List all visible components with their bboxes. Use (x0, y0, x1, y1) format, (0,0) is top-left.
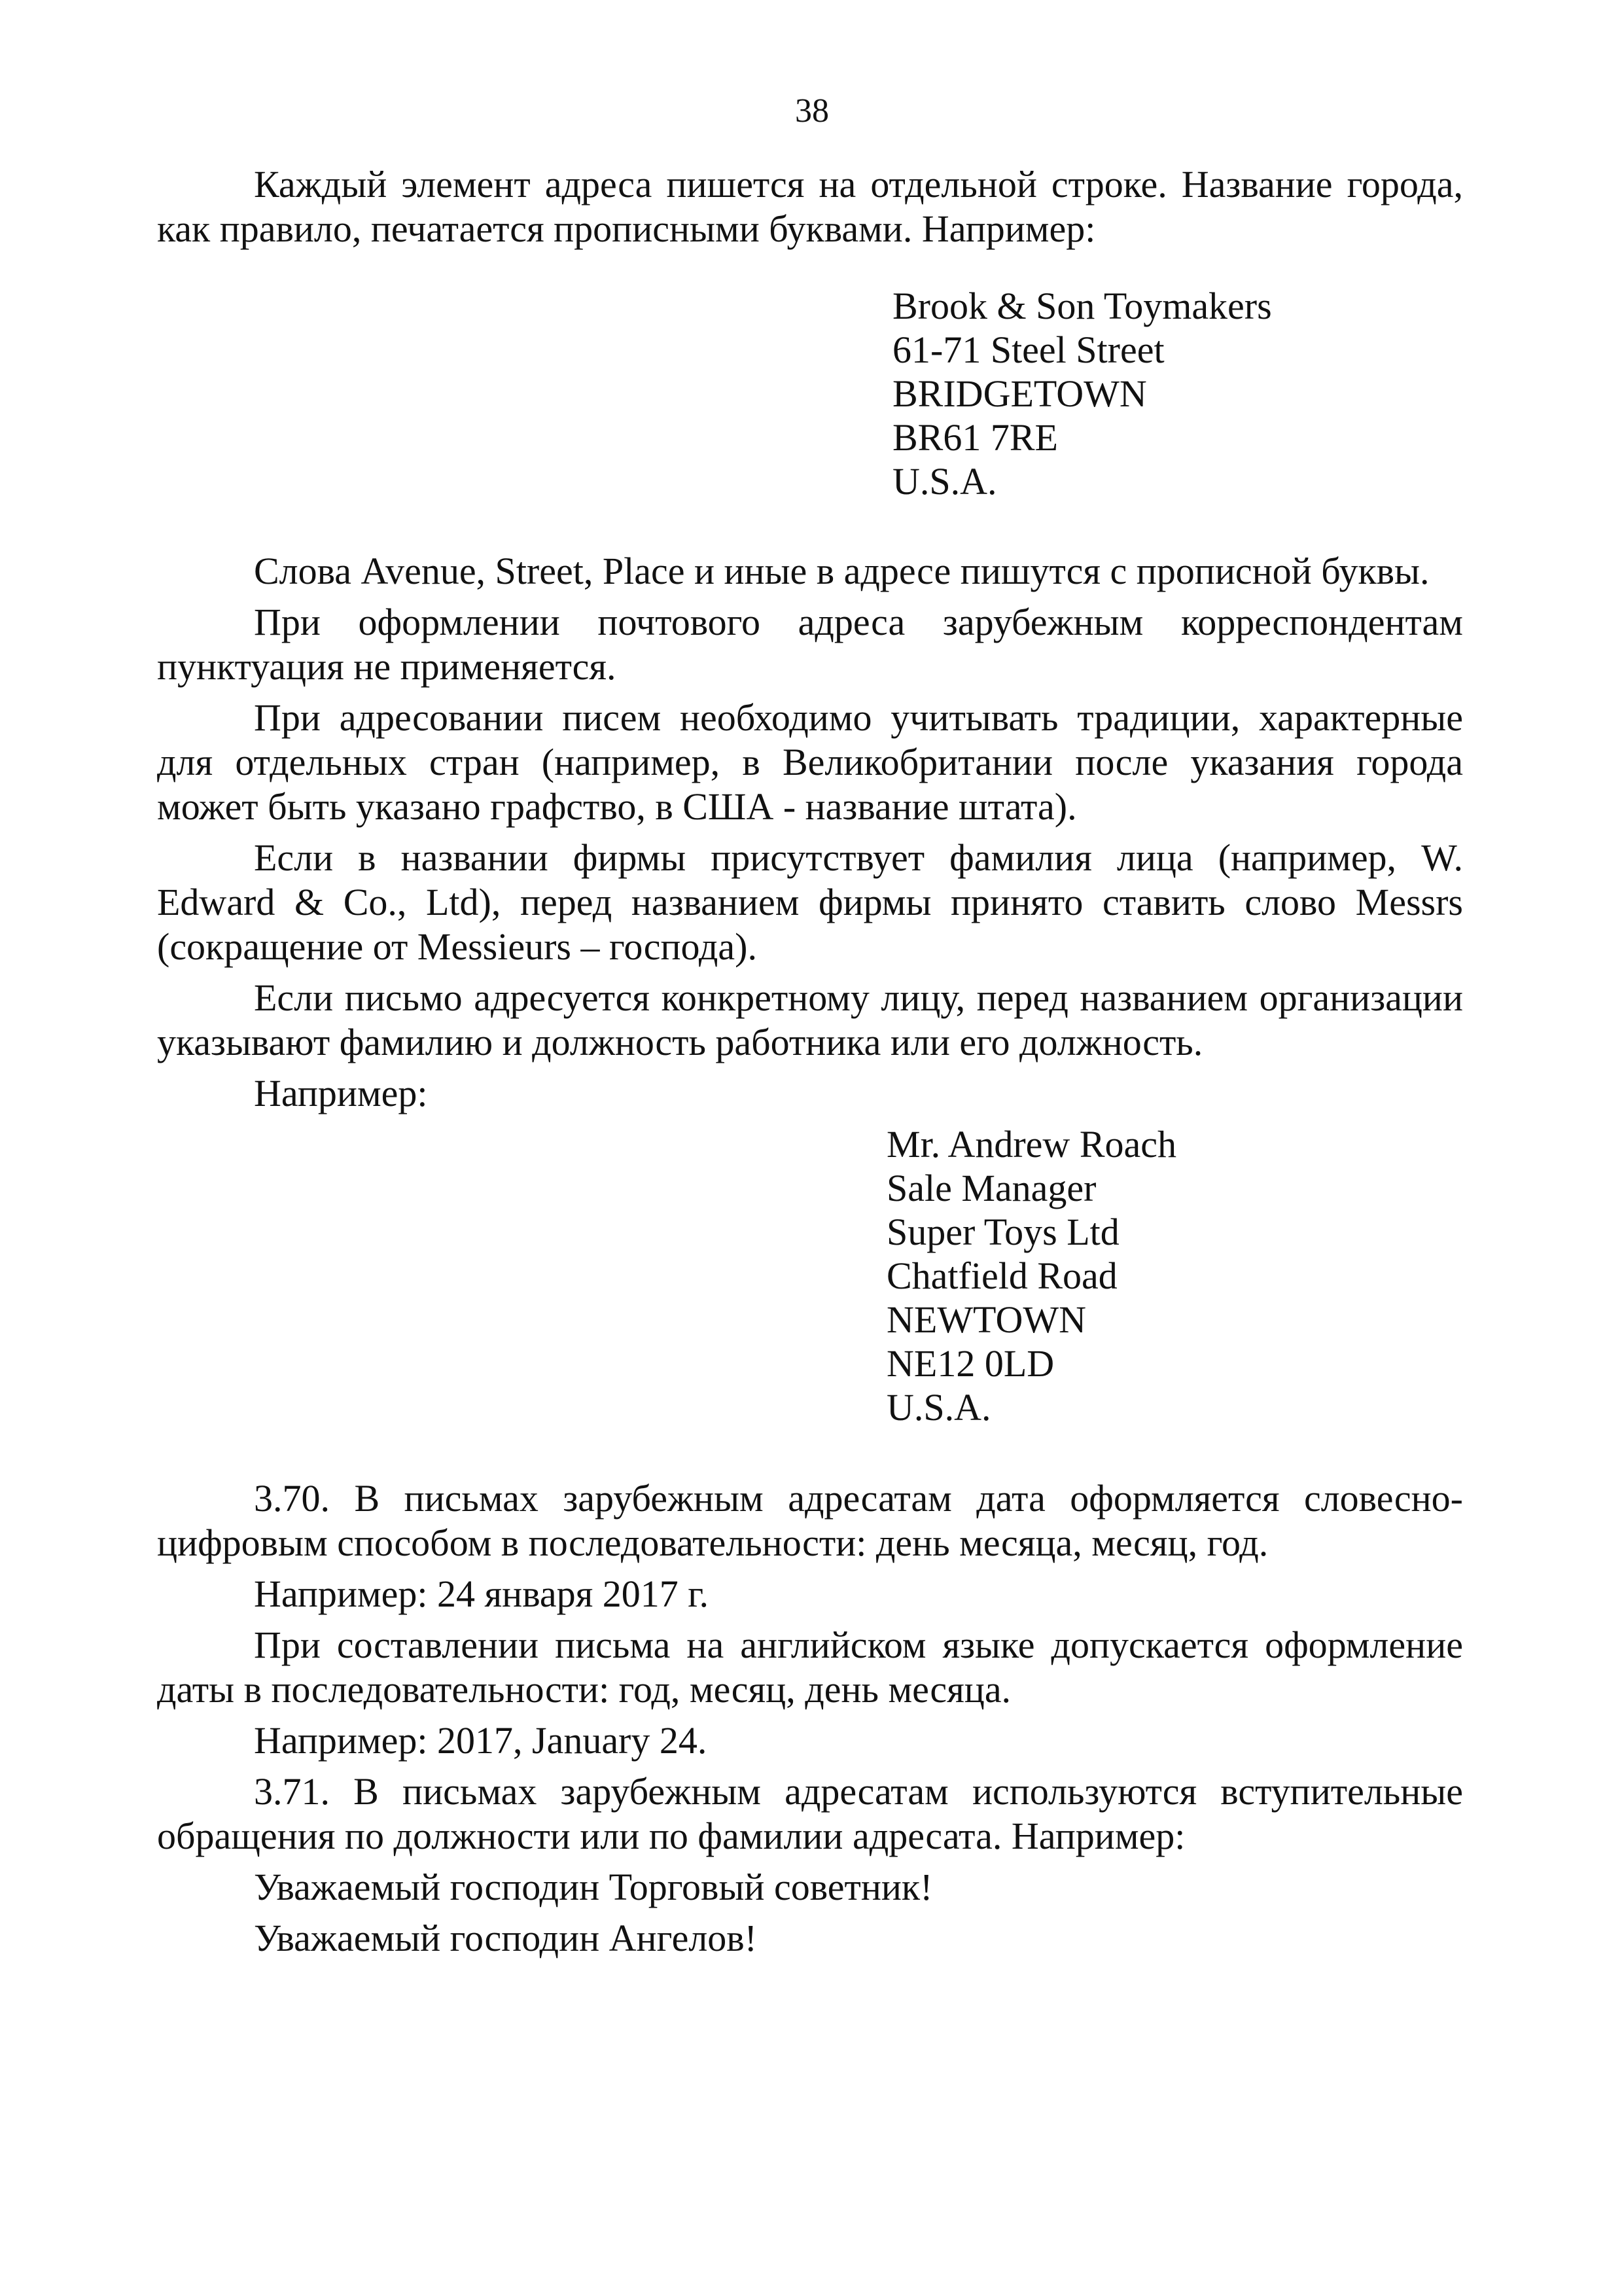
address-line: Brook & Son Toymakers (892, 285, 1272, 327)
paragraph-3-71-salutations: 3.71. В письмах зарубежным адресатам используются вступительные обращения по должности или по фамилии адресата. Например: (157, 1770, 1463, 1857)
address-line: Super Toys Ltd (887, 1211, 1120, 1253)
salutation-example-surname: Уважаемый господин Ангелов! (254, 1917, 757, 1959)
address-line: Chatfield Road (887, 1254, 1118, 1297)
paragraph-date-example-ru: Например: 24 января 2017 г. (254, 1573, 709, 1615)
address-line: BR61 7RE (892, 416, 1058, 459)
address-example-person (887, 1122, 1463, 1429)
address-line: Mr. Andrew Roach (887, 1123, 1176, 1165)
address-line: 61-71 Steel Street (892, 329, 1165, 371)
address-line: Sale Manager (887, 1167, 1097, 1209)
address-example-company (892, 284, 1463, 503)
paragraph-country-traditions: При адресовании писем необходимо учитывать традиции, характерные для отдельных стран (например, в Великобритании после указания города может быть указано графство, в США - название штата). (157, 696, 1463, 828)
paragraph-punctuation: При оформлении почтового адреса зарубежным корреспондентам пунктуация не применяется. (157, 601, 1463, 688)
address-line: BRIDGETOWN (892, 372, 1147, 415)
salutation-example-title: Уважаемый господин Торговый советник! (254, 1866, 933, 1908)
address-line: U.S.A. (892, 460, 997, 503)
paragraph-personal-address: Если письмо адресуется конкретному лицу, перед названием организации указывают фамилию и должность работника или его должность. (157, 976, 1463, 1063)
paragraph-address-lines: Каждый элемент адреса пишется на отдельной строке. Название города, как правило, печатается прописными буквами. Например: (157, 163, 1463, 250)
paragraph-3-70-date-format: 3.70. В письмах зарубежным адресатам дата оформляется словесно-цифровым способом в последовательности: день месяца, месяц, год. (157, 1477, 1463, 1564)
paragraph-example-label: Например: (254, 1072, 428, 1114)
paragraph-english-date-format: При составлении письма на английском языке допускается оформление даты в последовательности: год, месяц, день месяца. (157, 1624, 1463, 1711)
address-line: NEWTOWN (887, 1298, 1086, 1341)
document-body (157, 162, 1463, 1967)
paragraph-capitalization: Слова Avenue, Street, Place и иные в адресе пишутся с прописной буквы. (254, 550, 1430, 592)
page-number: 38 (795, 92, 829, 130)
address-line: NE12 0LD (887, 1342, 1055, 1385)
address-line: U.S.A. (887, 1386, 991, 1429)
paragraph-messrs: Если в названии фирмы присутствует фамилия лица (например, W. Edward & Co., Ltd), перед названием фирмы принято ставить слово Messrs (сокращение от Messieurs – господа). (157, 836, 1463, 968)
paragraph-date-example-en: Например: 2017, January 24. (254, 1719, 707, 1762)
